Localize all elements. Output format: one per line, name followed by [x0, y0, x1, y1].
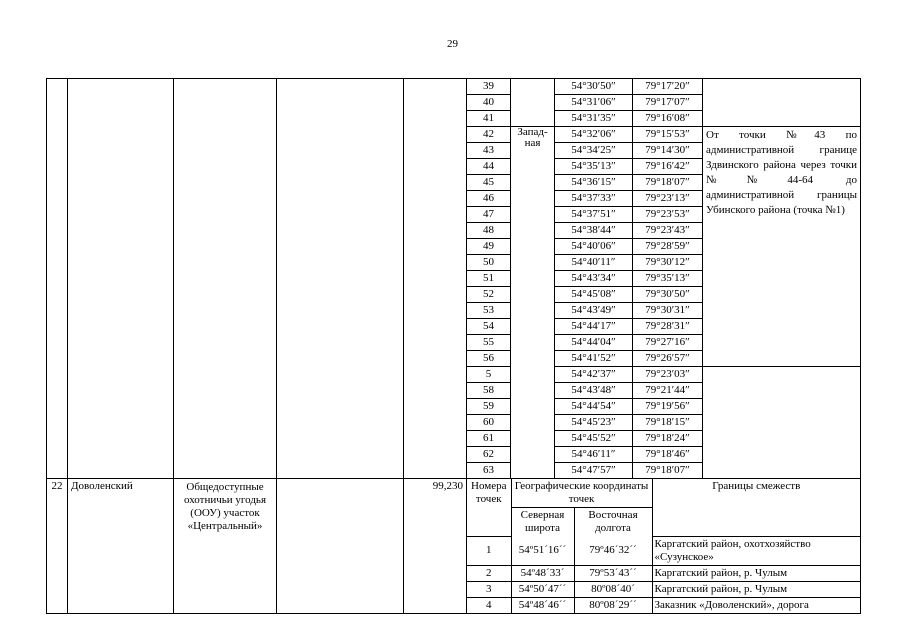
point-number: 1 — [467, 536, 511, 565]
latitude: 54°37′51″ — [555, 207, 633, 223]
border-description: Каргатский район, р. Чулым — [652, 581, 860, 597]
header-lon: Восточная долгота — [574, 508, 652, 537]
latitude: 54º48´33´ — [511, 565, 574, 581]
longitude: 79º46´32´´ — [574, 536, 652, 565]
longitude: 79°23′03″ — [633, 367, 703, 383]
point-number: 3 — [467, 581, 511, 597]
latitude: 54°42′37″ — [555, 367, 633, 383]
longitude: 79°27′16″ — [633, 335, 703, 351]
longitude: 79°14′30″ — [633, 143, 703, 159]
latitude: 54º50´47´´ — [511, 581, 574, 597]
longitude: 79°23′53″ — [633, 207, 703, 223]
point-number: 46 — [467, 191, 511, 207]
empty-cell — [68, 79, 174, 479]
header-borders: Границы смежеств — [652, 479, 860, 536]
header-lat: Северная широта — [511, 508, 574, 537]
point-number: 55 — [467, 335, 511, 351]
district-name: Доволенский — [68, 479, 174, 614]
point-number: 4 — [467, 597, 511, 613]
point-number: 44 — [467, 159, 511, 175]
latitude: 54°43′49″ — [555, 303, 633, 319]
latitude: 54°43′48″ — [555, 383, 633, 399]
empty-cell — [703, 79, 861, 127]
longitude: 79°30′50″ — [633, 287, 703, 303]
point-number: 56 — [467, 351, 511, 367]
latitude: 54°30′50″ — [555, 79, 633, 95]
point-number: 54 — [467, 319, 511, 335]
latitude: 54°45′23″ — [555, 415, 633, 431]
longitude: 79°18′07″ — [633, 175, 703, 191]
longitude: 79°28′31″ — [633, 319, 703, 335]
empty-cell — [404, 79, 467, 479]
latitude: 54°40′11″ — [555, 255, 633, 271]
area-value: 99,230 — [404, 479, 467, 614]
empty-cell — [511, 79, 555, 127]
hunting-grounds-table — [46, 78, 861, 614]
point-number: 58 — [467, 383, 511, 399]
empty-cell — [174, 79, 277, 479]
border-description: Каргатский район, р. Чулым — [652, 565, 860, 581]
longitude: 79°16′08″ — [633, 111, 703, 127]
longitude: 79°18′07″ — [633, 463, 703, 479]
longitude: 80º08´29´´ — [574, 597, 652, 613]
longitude: 79°23′43″ — [633, 223, 703, 239]
point-number: 39 — [467, 79, 511, 95]
border-row — [467, 597, 860, 613]
coordinates-subtable — [467, 479, 860, 613]
entry-number: 22 — [47, 479, 68, 614]
header-points: Номера точек — [467, 479, 511, 536]
point-number: 2 — [467, 565, 511, 581]
longitude: 79°21′44″ — [633, 383, 703, 399]
border-row — [467, 581, 860, 597]
longitude: 79°18′46″ — [633, 447, 703, 463]
border-description: Каргатский район, охотхозяйство «Сузунское» — [652, 536, 860, 565]
empty-cell — [47, 79, 68, 479]
point-number: 61 — [467, 431, 511, 447]
point-number: 5 — [467, 367, 511, 383]
ground-type: Общедоступные охотничьи угодья (ООУ) участок «Центральный» — [174, 479, 277, 614]
empty-cell — [277, 479, 404, 614]
latitude: 54°47′57″ — [555, 463, 633, 479]
point-number: 50 — [467, 255, 511, 271]
border-description: Заказник «Доволенский», дорога — [652, 597, 860, 613]
longitude: 79°30′12″ — [633, 255, 703, 271]
longitude: 79°26′57″ — [633, 351, 703, 367]
longitude: 79°18′24″ — [633, 431, 703, 447]
latitude: 54º48´46´´ — [511, 597, 574, 613]
point-number: 43 — [467, 143, 511, 159]
longitude: 79°19′56″ — [633, 399, 703, 415]
point-number: 42 — [467, 127, 511, 143]
point-number: 52 — [467, 287, 511, 303]
latitude: 54°36′15″ — [555, 175, 633, 191]
longitude: 79°16′42″ — [633, 159, 703, 175]
latitude: 54°31′35″ — [555, 111, 633, 127]
latitude: 54°44′04″ — [555, 335, 633, 351]
empty-cell — [703, 367, 861, 479]
longitude: 79°15′53″ — [633, 127, 703, 143]
latitude: 54°34′25″ — [555, 143, 633, 159]
point-number: 59 — [467, 399, 511, 415]
boundary-description: От точки №43 по административной границе Здвинского района через точки №№44-64 до административной границы Убинского района (точка №1) — [703, 127, 861, 367]
latitude: 54°35′13″ — [555, 159, 633, 175]
point-number: 45 — [467, 175, 511, 191]
page-number: 29 — [447, 38, 458, 50]
latitude: 54°37′33″ — [555, 191, 633, 207]
latitude: 54°43′34″ — [555, 271, 633, 287]
point-number: 63 — [467, 463, 511, 479]
border-row — [467, 565, 860, 581]
longitude: 79°30′31″ — [633, 303, 703, 319]
latitude: 54°45′08″ — [555, 287, 633, 303]
latitude: 54°45′52″ — [555, 431, 633, 447]
latitude: 54º51´16´´ — [511, 536, 574, 565]
upper-section — [47, 79, 861, 479]
empty-cell — [277, 79, 404, 479]
longitude: 79°17′07″ — [633, 95, 703, 111]
point-number: 53 — [467, 303, 511, 319]
point-number: 47 — [467, 207, 511, 223]
latitude: 54°44′54″ — [555, 399, 633, 415]
latitude: 54°44′17″ — [555, 319, 633, 335]
border-row — [467, 536, 860, 565]
longitude: 79°28′59″ — [633, 239, 703, 255]
point-number: 48 — [467, 223, 511, 239]
coordinates-rows — [467, 536, 860, 613]
latitude: 54°31′06″ — [555, 95, 633, 111]
latitude: 54°46′11″ — [555, 447, 633, 463]
latitude: 54°40′06″ — [555, 239, 633, 255]
longitude: 79º53´43´´ — [574, 565, 652, 581]
latitude: 54°38′44″ — [555, 223, 633, 239]
point-number: 60 — [467, 415, 511, 431]
entry-22 — [47, 479, 861, 614]
longitude: 79°35′13″ — [633, 271, 703, 287]
latitude: 54°41′52″ — [555, 351, 633, 367]
latitude: 54°32′06″ — [555, 127, 633, 143]
point-number: 41 — [467, 111, 511, 127]
longitude: 79°18′15″ — [633, 415, 703, 431]
point-number: 51 — [467, 271, 511, 287]
longitude: 79°23′13″ — [633, 191, 703, 207]
direction-label: Запад- ная — [511, 127, 555, 479]
longitude: 79°17′20″ — [633, 79, 703, 95]
point-number: 62 — [467, 447, 511, 463]
point-number: 49 — [467, 239, 511, 255]
point-number: 40 — [467, 95, 511, 111]
coordinates-subtable-cell — [467, 479, 861, 614]
coordinate-row — [47, 79, 861, 95]
longitude: 80º08´40´ — [574, 581, 652, 597]
header-geo: Географические координаты точек — [511, 479, 652, 508]
